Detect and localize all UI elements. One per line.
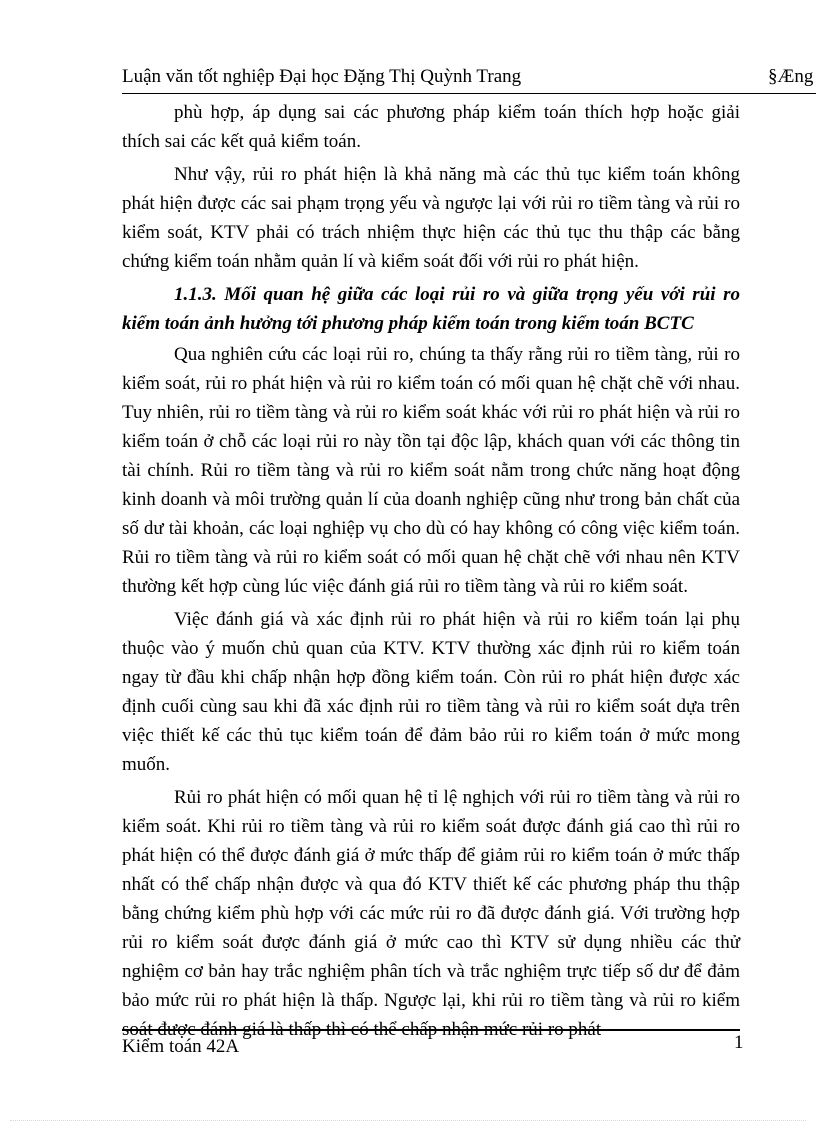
document-body bbox=[122, 98, 740, 1048]
paragraph: Qua nghiên cứu các loại rủi ro, chúng ta thấy rằng rủi ro tiềm tàng, rủi ro kiểm soát, rủi ro phát hiện và rủi ro kiểm toán có mối quan hệ chặt chẽ với nhau. Tuy nhiên, rủi ro tiềm tàng và rủi ro kiểm soát khác với rủi ro phát hiện và rủi ro kiểm toán ở chỗ các loại rủi ro này tồn tại độc lập, khách quan với các thông tin tài chính. Rủi ro tiềm tàng và rủi ro kiểm soát nằm trong chức năng hoạt động kinh doanh và môi trường quản lí của doanh nghiệp cũng như trong bản chất của số dư tài khoản, các loại nghiệp vụ cho dù có hay không có công việc kiểm toán. Rủi ro tiềm tàng và rủi ro kiểm soát có mối quan hệ chặt chẽ với nhau nên KTV thường kết hợp cùng lúc việc đánh giá rủi ro tiềm tàng và rủi ro kiểm soát. bbox=[122, 344, 740, 597]
footer-text: Kiểm toán 42A bbox=[122, 1036, 240, 1057]
header-divider bbox=[122, 93, 816, 94]
footer-divider bbox=[122, 1029, 740, 1031]
header-title: Luận văn tốt nghiệp Đại học Đặng Thị Quỳnh Trang bbox=[122, 66, 522, 87]
section-heading: 1.1.3. Mối quan hệ giữa các loại rủi ro và giữa trọng yếu với rủi ro kiểm toán ảnh hưởng tới phương pháp kiểm toán trong kiểm toán BCTC bbox=[122, 284, 740, 334]
page-header bbox=[122, 64, 816, 94]
paragraph: Rủi ro phát hiện có mối quan hệ tỉ lệ nghịch với rủi ro tiềm tàng và rủi ro kiểm soát. Khi rủi ro tiềm tàng và rủi ro kiểm soát được đánh giá cao thì rủi ro phát hiện có thể được đánh giá ở mức thấp để giảm rủi ro kiểm toán ở mức thấp nhất có thể chấp nhận được và qua đó KTV thiết kế các phương pháp thu thập bằng chứng kiểm phù hợp với các mức rủi ro đã được đánh giá. Với trường hợp rủi ro kiểm soát được đánh giá ở mức cao thì KTV sử dụng nhiều các thử nghiệm cơ bản hay trắc nghiệm phân tích và trắc nghiệm trực tiếp số dư để đảm bảo mức rủi ro phát hiện là thấp. Ngược lại, khi rủi ro tiềm tàng và rủi ro kiểm soát được đánh giá là thấp thì có thể chấp nhận mức rủi ro phát bbox=[122, 787, 740, 1040]
paragraph-continuation: phù hợp, áp dụng sai các phương pháp kiểm toán thích hợp hoặc giải thích sai các kết quả kiểm toán. bbox=[122, 102, 740, 152]
paragraph: Việc đánh giá và xác định rủi ro phát hiện và rủi ro kiểm toán lại phụ thuộc vào ý muốn chủ quan của KTV. KTV thường xác định rủi ro kiểm toán ngay từ đầu khi chấp nhận hợp đồng kiểm toán. Còn rủi ro phát hiện được xác định cuối cùng sau khi đã xác định rủi ro tiềm tàng và rủi ro kiểm soát dựa trên việc thiết kế các thủ tục kiểm toán để đảm bảo rủi ro kiểm toán ở mức mong muốn. bbox=[122, 609, 740, 775]
paragraph: Như vậy, rủi ro phát hiện là khả năng mà các thủ tục kiểm toán không phát hiện được các sai phạm trọng yếu và ngược lại với rủi ro tiềm tàng và rủi ro kiểm soát, KTV phải có trách nhiệm thực hiện các thủ tục thu thập các bằng chứng kiểm toán nhằm quản lí và kiểm soát đối với rủi ro phát hiện. bbox=[122, 164, 740, 272]
header-right-text: §Æng bbox=[768, 66, 814, 87]
page-number: 1 bbox=[734, 1032, 744, 1053]
page-bottom-edge bbox=[10, 1120, 806, 1121]
